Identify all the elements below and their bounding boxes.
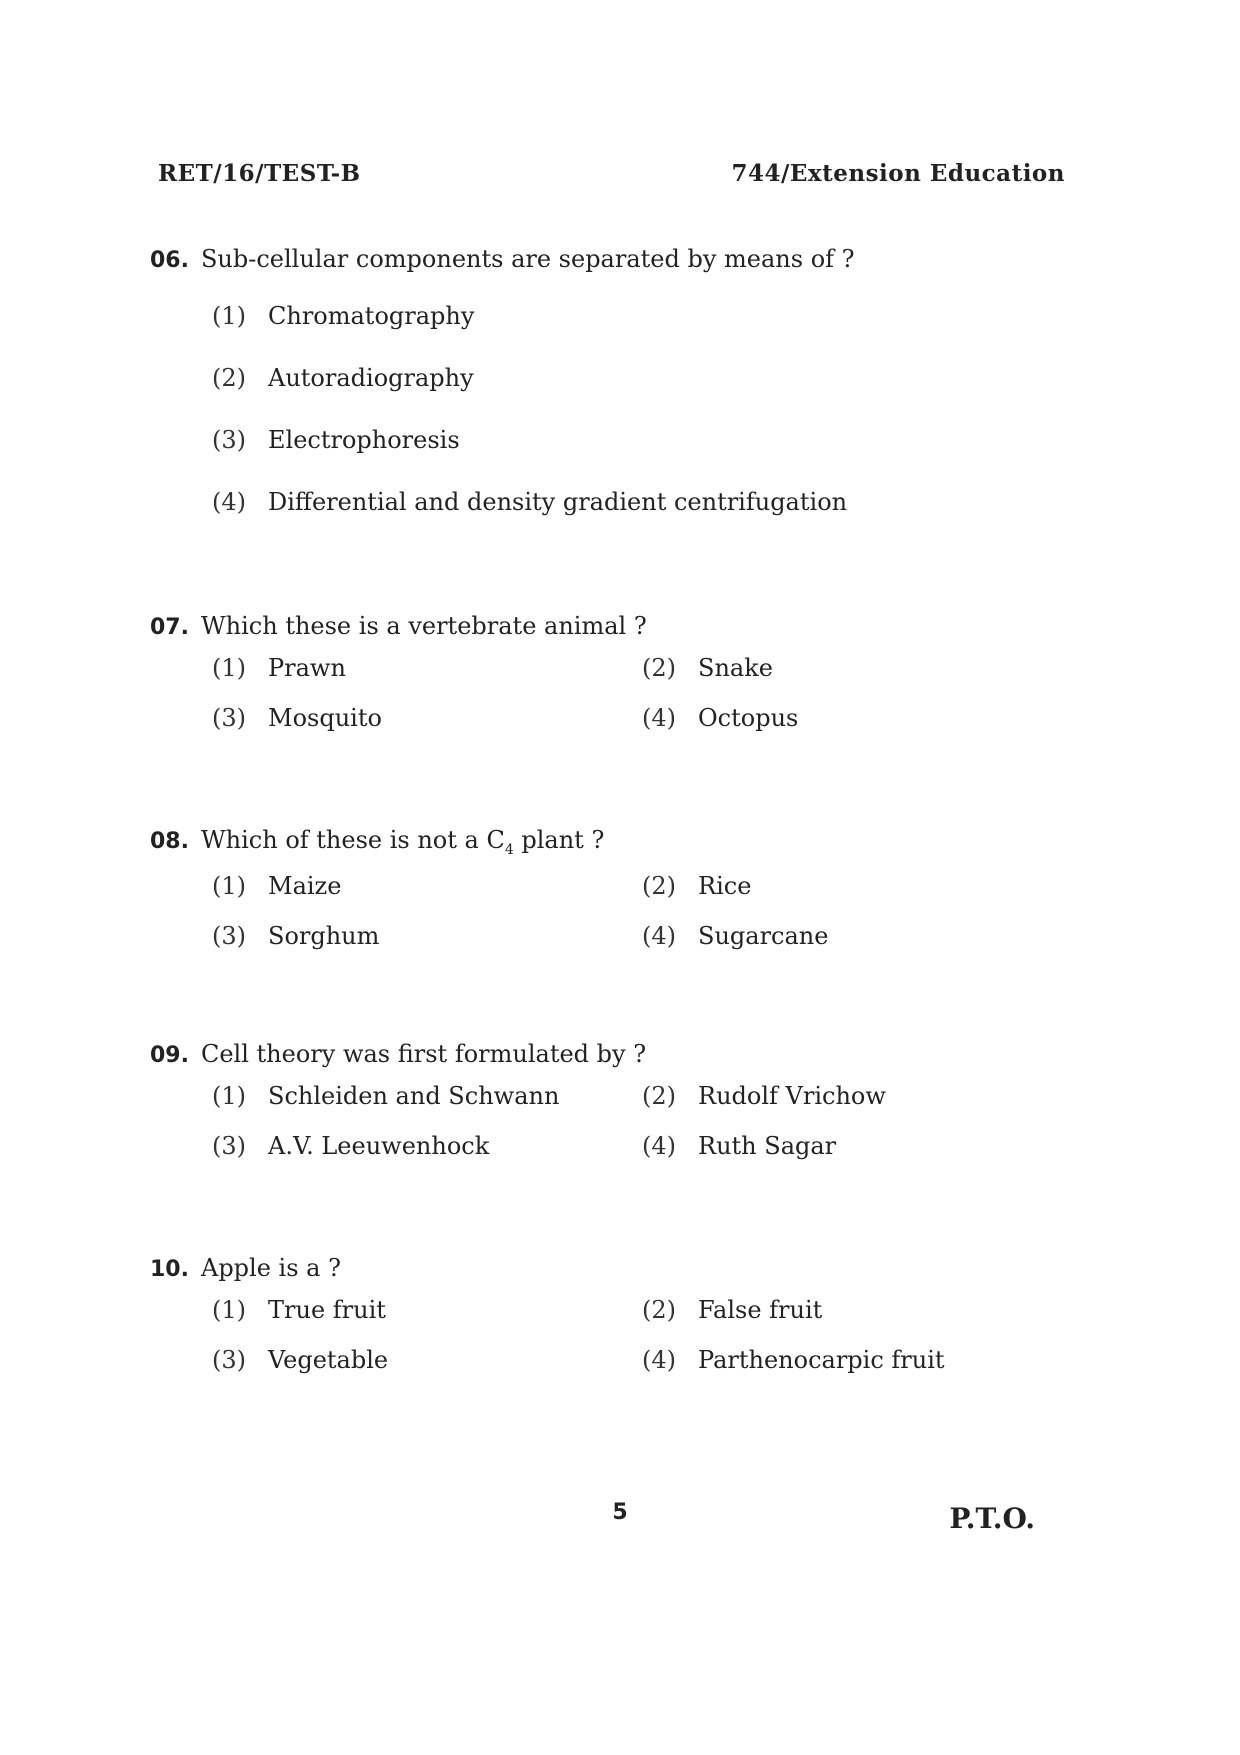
option-text: Parthenocarpic fruit bbox=[698, 1346, 945, 1374]
option-4 bbox=[642, 922, 1062, 950]
option-text: Prawn bbox=[268, 654, 346, 682]
question-text: Which these is a vertebrate animal ? bbox=[200, 612, 647, 640]
please-turn-over: P.T.O. bbox=[949, 1502, 1035, 1535]
option-text: Schleiden and Schwann bbox=[268, 1082, 560, 1110]
option-text: Rice bbox=[698, 871, 752, 900]
option-number: (2) bbox=[642, 1296, 676, 1324]
option-grid bbox=[212, 654, 1100, 732]
option-3 bbox=[212, 704, 642, 732]
subject-title: 744/Extension Education bbox=[731, 160, 1065, 187]
option-number: (1) bbox=[212, 1082, 246, 1110]
option-number: (3) bbox=[212, 1132, 246, 1160]
option-3 bbox=[212, 1346, 642, 1374]
question-text-end: plant ? bbox=[513, 826, 605, 854]
option-2 bbox=[212, 347, 1100, 409]
paper-code: RET/16/TEST-B bbox=[158, 160, 361, 187]
option-grid bbox=[212, 1296, 1100, 1374]
question-number: 09. bbox=[150, 1043, 189, 1068]
option-number: (1) bbox=[212, 302, 246, 330]
option-text: A.V. Leeuwenhock bbox=[268, 1132, 490, 1160]
option-1 bbox=[212, 654, 642, 682]
option-4 bbox=[212, 471, 1100, 533]
option-grid bbox=[212, 872, 1100, 950]
page-number: 5 bbox=[612, 1500, 628, 1525]
option-number: (4) bbox=[642, 704, 676, 732]
option-text: False fruit bbox=[698, 1296, 823, 1324]
option-number: (2) bbox=[212, 364, 246, 392]
option-number: (1) bbox=[212, 654, 246, 682]
option-text: Electrophoresis bbox=[268, 426, 460, 454]
option-number: (3) bbox=[212, 426, 246, 454]
question-09 bbox=[150, 1040, 1100, 1160]
option-4 bbox=[642, 704, 1062, 732]
question-number: 06. bbox=[150, 248, 189, 273]
option-2 bbox=[642, 872, 1062, 900]
option-text: Ruth Sagar bbox=[698, 1132, 837, 1160]
option-grid bbox=[212, 1082, 1100, 1160]
option-text: Sugarcane bbox=[698, 921, 829, 950]
option-text: Octopus bbox=[698, 704, 799, 732]
question-number: 07. bbox=[150, 615, 189, 640]
question-10 bbox=[150, 1254, 1100, 1374]
option-number: (3) bbox=[212, 921, 246, 950]
option-3 bbox=[212, 1132, 642, 1160]
option-1 bbox=[212, 285, 1100, 347]
question-stem bbox=[150, 1040, 1100, 1068]
option-1 bbox=[212, 1296, 642, 1324]
option-number: (4) bbox=[212, 488, 246, 516]
option-4 bbox=[642, 1346, 1062, 1374]
option-text: Rudolf Vrichow bbox=[698, 1082, 886, 1110]
question-06 bbox=[150, 245, 1100, 533]
question-stem bbox=[150, 245, 1100, 273]
option-number: (4) bbox=[642, 1132, 676, 1160]
option-3 bbox=[212, 922, 642, 950]
question-text: Sub-cellular components are separated by means of ? bbox=[200, 245, 855, 273]
option-number: (2) bbox=[642, 1082, 676, 1110]
option-text: Maize bbox=[268, 871, 342, 900]
option-3 bbox=[212, 409, 1100, 471]
option-number: (3) bbox=[212, 1346, 246, 1374]
question-number: 10. bbox=[150, 1257, 189, 1282]
question-text: Apple is a ? bbox=[200, 1254, 341, 1282]
option-number: (3) bbox=[212, 704, 246, 732]
subscript: 4 bbox=[504, 841, 514, 858]
option-number: (4) bbox=[642, 921, 676, 950]
question-number: 08. bbox=[150, 829, 189, 854]
option-list bbox=[212, 285, 1100, 533]
option-number: (1) bbox=[212, 871, 246, 900]
option-number: (4) bbox=[642, 1346, 676, 1374]
option-text: Sorghum bbox=[268, 921, 380, 950]
option-text: Chromatography bbox=[268, 302, 475, 330]
option-number: (2) bbox=[642, 871, 676, 900]
option-number: (1) bbox=[212, 1296, 246, 1324]
option-text: True fruit bbox=[268, 1296, 386, 1324]
option-2 bbox=[642, 1082, 1062, 1110]
option-1 bbox=[212, 872, 642, 900]
option-1 bbox=[212, 1082, 642, 1110]
question-07 bbox=[150, 612, 1100, 732]
option-number: (2) bbox=[642, 654, 676, 682]
question-stem bbox=[150, 1254, 1100, 1282]
option-2 bbox=[642, 1296, 1062, 1324]
question-stem bbox=[150, 612, 1100, 640]
option-text: Vegetable bbox=[268, 1346, 389, 1374]
option-text: Autoradiography bbox=[268, 364, 474, 392]
option-text: Differential and density gradient centrifugation bbox=[268, 488, 848, 516]
question-text: Cell theory was first formulated by ? bbox=[200, 1040, 647, 1068]
question-text bbox=[201, 826, 604, 858]
option-text: Snake bbox=[698, 654, 773, 682]
question-08 bbox=[150, 826, 1100, 950]
option-4 bbox=[642, 1132, 1062, 1160]
question-text-start: Which of these is not a C bbox=[200, 826, 505, 854]
question-stem bbox=[150, 826, 1100, 858]
option-text: Mosquito bbox=[268, 704, 382, 732]
option-2 bbox=[642, 654, 1062, 682]
